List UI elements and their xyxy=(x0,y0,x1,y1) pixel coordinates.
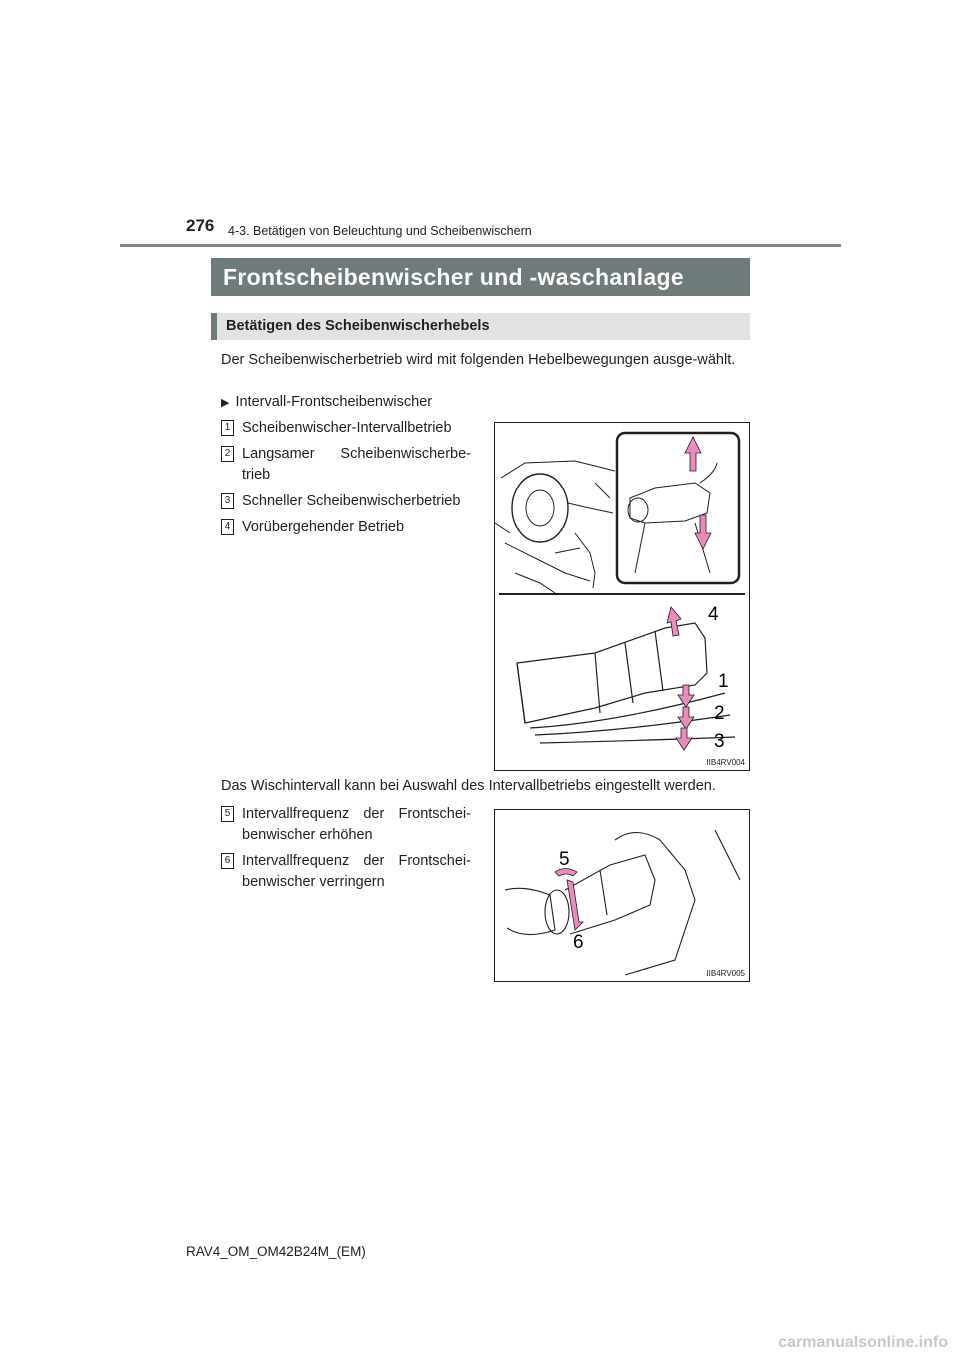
list-item-text: Scheibenwischer-Intervallbetrieb xyxy=(242,420,452,436)
rotate-arrow-down-icon xyxy=(567,880,583,930)
callout-number: 6 xyxy=(221,853,234,869)
list-item-text: Intervallfrequenz der Frontschei-benwischer erhöhen xyxy=(242,806,471,843)
wiper-lever-illustration xyxy=(495,423,749,770)
manual-code: RAV4_OM_OM42B24M_(EM) xyxy=(186,1244,366,1259)
arrow-up-icon xyxy=(667,607,681,636)
callout-number: 2 xyxy=(221,446,234,462)
header-rule xyxy=(120,244,841,247)
callout-number: 4 xyxy=(221,519,234,535)
callout-number: 1 xyxy=(221,420,234,436)
intro-paragraph: Der Scheibenwischerbetrieb wird mit folgenden Hebelbewegungen ausge-wählt. xyxy=(221,352,736,368)
note-paragraph: Das Wischintervall kann bei Auswahl des Intervallbetriebs eingestellt werden. xyxy=(221,778,716,794)
callout-number: 3 xyxy=(221,493,234,509)
callout-6: 6 xyxy=(573,932,584,953)
arrow-down-icon xyxy=(678,707,694,729)
list-item xyxy=(221,491,471,512)
arrow-down-icon xyxy=(676,728,692,750)
list-item xyxy=(221,418,471,439)
arrow-down-icon xyxy=(678,685,694,707)
section-title: Frontscheibenwischer und -waschanlage xyxy=(211,258,750,296)
page-number: 276 xyxy=(186,216,215,235)
list-item-text: Intervallfrequenz der Frontschei-benwischer verringern xyxy=(242,853,471,890)
bullet-text: Intervall-Frontscheibenwischer xyxy=(235,394,433,410)
list-item xyxy=(221,804,471,846)
watermark: carmanualsonline.info xyxy=(778,1334,948,1351)
callout-number: 5 xyxy=(221,806,234,822)
knob-hand-sketch xyxy=(505,830,740,975)
list-item-text: Vorübergehender Betrieb xyxy=(242,519,405,535)
callout-3: 3 xyxy=(714,731,725,752)
callout-1: 1 xyxy=(718,671,729,692)
subsection-title: Betätigen des Scheibenwischerhebels xyxy=(211,313,750,340)
callout-4: 4 xyxy=(708,604,719,625)
figure-id: IIB4RV005 xyxy=(706,969,745,978)
interval-knob-illustration xyxy=(495,810,749,981)
wiper-lever-figure xyxy=(494,422,750,771)
list-item-text: Langsamer Scheibenwischerbe-trieb xyxy=(242,446,471,483)
list-item xyxy=(221,444,471,486)
list-item xyxy=(221,851,471,893)
list-item-text: Schneller Scheibenwischerbetrieb xyxy=(242,493,461,509)
triangle-bullet-icon: ▶ xyxy=(221,397,230,409)
dashboard-sketch xyxy=(495,461,615,593)
interval-knob-figure xyxy=(494,809,750,982)
chapter-heading: 4-3. Betätigen von Beleuchtung und Scheibenwischern xyxy=(228,224,532,238)
callout-2: 2 xyxy=(714,703,725,724)
bullet-item xyxy=(221,392,432,414)
callout-5: 5 xyxy=(559,849,570,870)
lever-sketch xyxy=(517,623,735,743)
inset-frame xyxy=(617,433,739,583)
list-item xyxy=(221,517,471,538)
figure-id: IIB4RV004 xyxy=(706,758,745,767)
